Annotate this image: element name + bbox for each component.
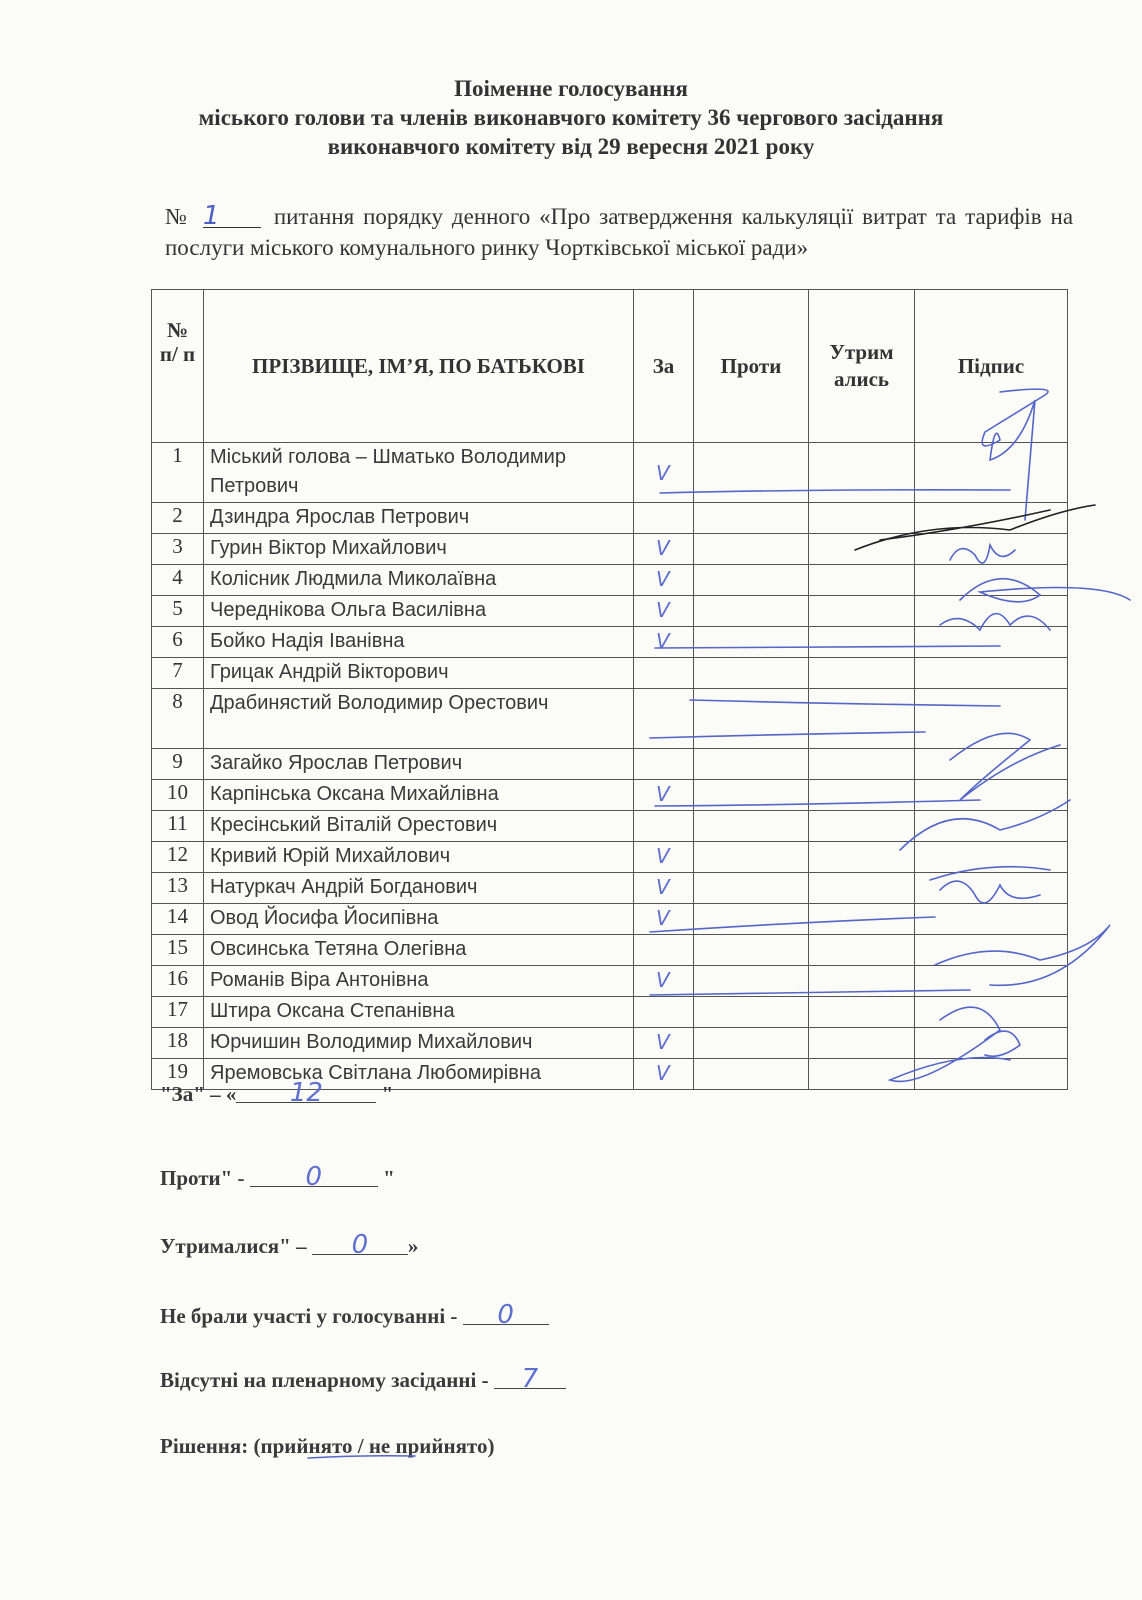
row-name: Натуркач Андрій Богданович [204,873,634,904]
row-vote-for [634,627,694,658]
title-line-2: міського голови та членів виконавчого комітету 36 чергового засідання [198,105,944,130]
header-abstained: Утрим ались [809,290,915,443]
row-number: 12 [152,842,204,873]
table-row [152,503,1068,534]
row-vote-against [694,689,809,749]
row-signature [915,780,1068,811]
row-name: Череднікова Ольга Василівна [204,596,634,627]
row-vote-against [694,811,809,842]
row-vote-abstained [809,443,915,503]
table-row [152,596,1068,627]
row-number: 18 [152,1028,204,1059]
row-number: 15 [152,935,204,966]
checkmark-icon: V [656,629,670,653]
row-name: Карпінська Оксана Михайлівна [204,780,634,811]
row-vote-against [694,904,809,935]
table-row [152,873,1068,904]
row-signature [915,503,1068,534]
summary-not-participated [160,1300,549,1330]
row-vote-against [694,627,809,658]
summary-abstained-value: 0 [312,1236,408,1255]
row-vote-against [694,842,809,873]
checkmark-icon: V [656,536,670,560]
row-name: Колісник Людмила Миколаївна [204,565,634,596]
row-vote-abstained [809,904,915,935]
row-vote-abstained [809,596,915,627]
row-vote-for [634,904,694,935]
row-vote-against [694,1028,809,1059]
header-number: № п/ п [152,290,204,443]
row-vote-for [634,842,694,873]
row-vote-for [634,780,694,811]
row-number: 16 [152,966,204,997]
row-vote-abstained [809,842,915,873]
title-line-3: виконавчого комітету від 29 вересня 2021 року [327,134,815,159]
table-row [152,689,1068,749]
row-signature [915,1059,1068,1090]
row-number: 2 [152,503,204,534]
row-vote-for [634,565,694,596]
row-number: 13 [152,873,204,904]
row-name: Гурин Віктор Михайлович [204,534,634,565]
row-vote-for [634,534,694,565]
checkmark-icon: V [656,1030,670,1054]
row-vote-against [694,503,809,534]
row-vote-against [694,997,809,1028]
table-row [152,811,1068,842]
row-vote-against [694,780,809,811]
table-row [152,565,1068,596]
row-name: Кривий Юрій Михайлович [204,842,634,873]
row-vote-abstained [809,873,915,904]
row-signature [915,842,1068,873]
row-name: Овод Йосифа Йосипівна [204,904,634,935]
row-vote-abstained [809,503,915,534]
summary-for-value: 12 [236,1084,376,1103]
checkmark-icon: V [656,598,670,622]
header-name: ПРІЗВИЩЕ, ІМ’Я, ПО БАТЬКОВІ [204,290,634,443]
vote-table [151,289,1068,1090]
row-vote-abstained [809,935,915,966]
question-number: 1 [203,205,261,228]
row-vote-against [694,658,809,689]
table-row [152,935,1068,966]
summary-against-value: 0 [250,1168,378,1187]
table-row [152,997,1068,1028]
row-vote-against [694,749,809,780]
row-name: Драбинястий Володимир Орестович [204,689,634,749]
row-number: 6 [152,627,204,658]
row-name: Овсинська Тетяна Олегівна [204,935,634,966]
table-row [152,904,1068,935]
row-name: Штира Оксана Степанівна [204,997,634,1028]
summary-against [160,1162,395,1192]
row-vote-for [634,596,694,627]
title-line-1: Поіменне голосування [454,76,688,101]
table-row [152,966,1068,997]
row-vote-against [694,534,809,565]
row-name: Грицак Андрій Вікторович [204,658,634,689]
row-signature [915,689,1068,749]
row-name: Юрчишин Володимир Михайлович [204,1028,634,1059]
checkmark-icon [640,689,687,705]
row-number: 1 [152,443,204,503]
row-vote-abstained [809,780,915,811]
row-vote-abstained [809,749,915,780]
row-vote-abstained [809,997,915,1028]
row-number: 17 [152,997,204,1028]
summary-decision-label: Рішення: (прийнято / не прийнято) [160,1434,495,1458]
row-name: Кресінський Віталій Орестович [204,811,634,842]
row-name: Бойко Надія Іванівна [204,627,634,658]
checkmark-icon: V [656,968,670,992]
row-vote-for [634,749,694,780]
row-vote-against [694,966,809,997]
row-signature [915,627,1068,658]
summary-for-end: " [376,1082,394,1106]
question-text: питання порядку денного «Про затвердження калькуляції витрат та тарифів на послуги міського комунального ринку Чортківської міської ради» [165,204,1074,260]
row-vote-against [694,873,809,904]
row-vote-for [634,1059,694,1090]
row-number: 7 [152,658,204,689]
row-vote-for [634,966,694,997]
document-title [0,74,1142,161]
row-signature [915,935,1068,966]
row-number: 9 [152,749,204,780]
table-row [152,627,1068,658]
row-number: 10 [152,780,204,811]
row-signature [915,997,1068,1028]
row-vote-abstained [809,966,915,997]
table-row [152,780,1068,811]
row-vote-against [694,565,809,596]
summary-absent [160,1364,566,1394]
row-vote-abstained [809,1059,915,1090]
table-row [152,658,1068,689]
checkmark-icon: V [656,906,670,930]
row-signature [915,1028,1068,1059]
row-vote-for [634,935,694,966]
row-vote-abstained [809,658,915,689]
row-vote-abstained [809,811,915,842]
row-vote-for [634,997,694,1028]
summary-abstained-label: Утрималися" – [160,1234,312,1258]
row-vote-for [634,873,694,904]
row-vote-for [634,658,694,689]
row-vote-abstained [809,1028,915,1059]
row-signature [915,904,1068,935]
header-for: За [634,290,694,443]
row-vote-for [634,689,694,749]
summary-abstained [160,1230,419,1260]
summary-decision [160,1434,494,1459]
checkmark-icon: V [656,461,670,485]
row-signature [915,443,1068,503]
row-name: Міський голова – Шматько Володимир Петрович [204,443,634,503]
checkmark-icon: V [656,875,670,899]
row-number: 11 [152,811,204,842]
table-row [152,749,1068,780]
summary-absent-label: Відсутні на пленарному засіданні - [160,1368,494,1392]
checkmark-icon: V [656,567,670,591]
row-name: Яремовська Світлана Любомирівна [204,1059,634,1090]
table-row [152,1028,1068,1059]
header-against: Проти [694,290,809,443]
row-vote-abstained [809,689,915,749]
row-number: 8 [152,689,204,749]
summary-not-participated-label: Не брали участі у голосуванні - [160,1304,463,1328]
summary-not-participated-value: 0 [463,1306,549,1325]
row-signature [915,658,1068,689]
row-number: 4 [152,565,204,596]
summary-for [160,1078,394,1108]
row-signature [915,811,1068,842]
row-vote-abstained [809,565,915,596]
summary-against-label: Проти" - [160,1166,250,1190]
row-name: Загайко Ярослав Петрович [204,749,634,780]
row-vote-for [634,503,694,534]
header-signature: Підпис [915,290,1068,443]
summary-for-label: "За" – « [160,1082,237,1106]
summary-absent-value: 7 [494,1370,566,1389]
row-signature [915,565,1068,596]
row-vote-abstained [809,627,915,658]
table-row [152,534,1068,565]
row-name: Романів Віра Антонівна [204,966,634,997]
checkmark-icon: V [656,782,670,806]
row-signature [915,534,1068,565]
row-vote-against [694,596,809,627]
table-row [152,842,1068,873]
summary-abstained-end: » [407,1234,419,1258]
row-vote-for [634,443,694,503]
row-number: 3 [152,534,204,565]
row-number: 19 [152,1059,204,1090]
checkmark-icon: V [656,1061,670,1085]
table-row [152,443,1068,503]
question-prefix: № [165,204,191,229]
row-signature [915,873,1068,904]
row-number: 5 [152,596,204,627]
row-signature [915,966,1068,997]
row-vote-against [694,935,809,966]
row-signature [915,596,1068,627]
row-signature [915,749,1068,780]
summary-against-end: " [377,1166,395,1190]
agenda-question [165,201,1073,263]
row-number: 14 [152,904,204,935]
row-vote-against [694,1059,809,1090]
row-name: Дзиндра Ярослав Петрович [204,503,634,534]
row-vote-for [634,811,694,842]
row-vote-against [694,443,809,503]
row-vote-for [634,1028,694,1059]
row-vote-abstained [809,534,915,565]
checkmark-icon: V [656,844,670,868]
